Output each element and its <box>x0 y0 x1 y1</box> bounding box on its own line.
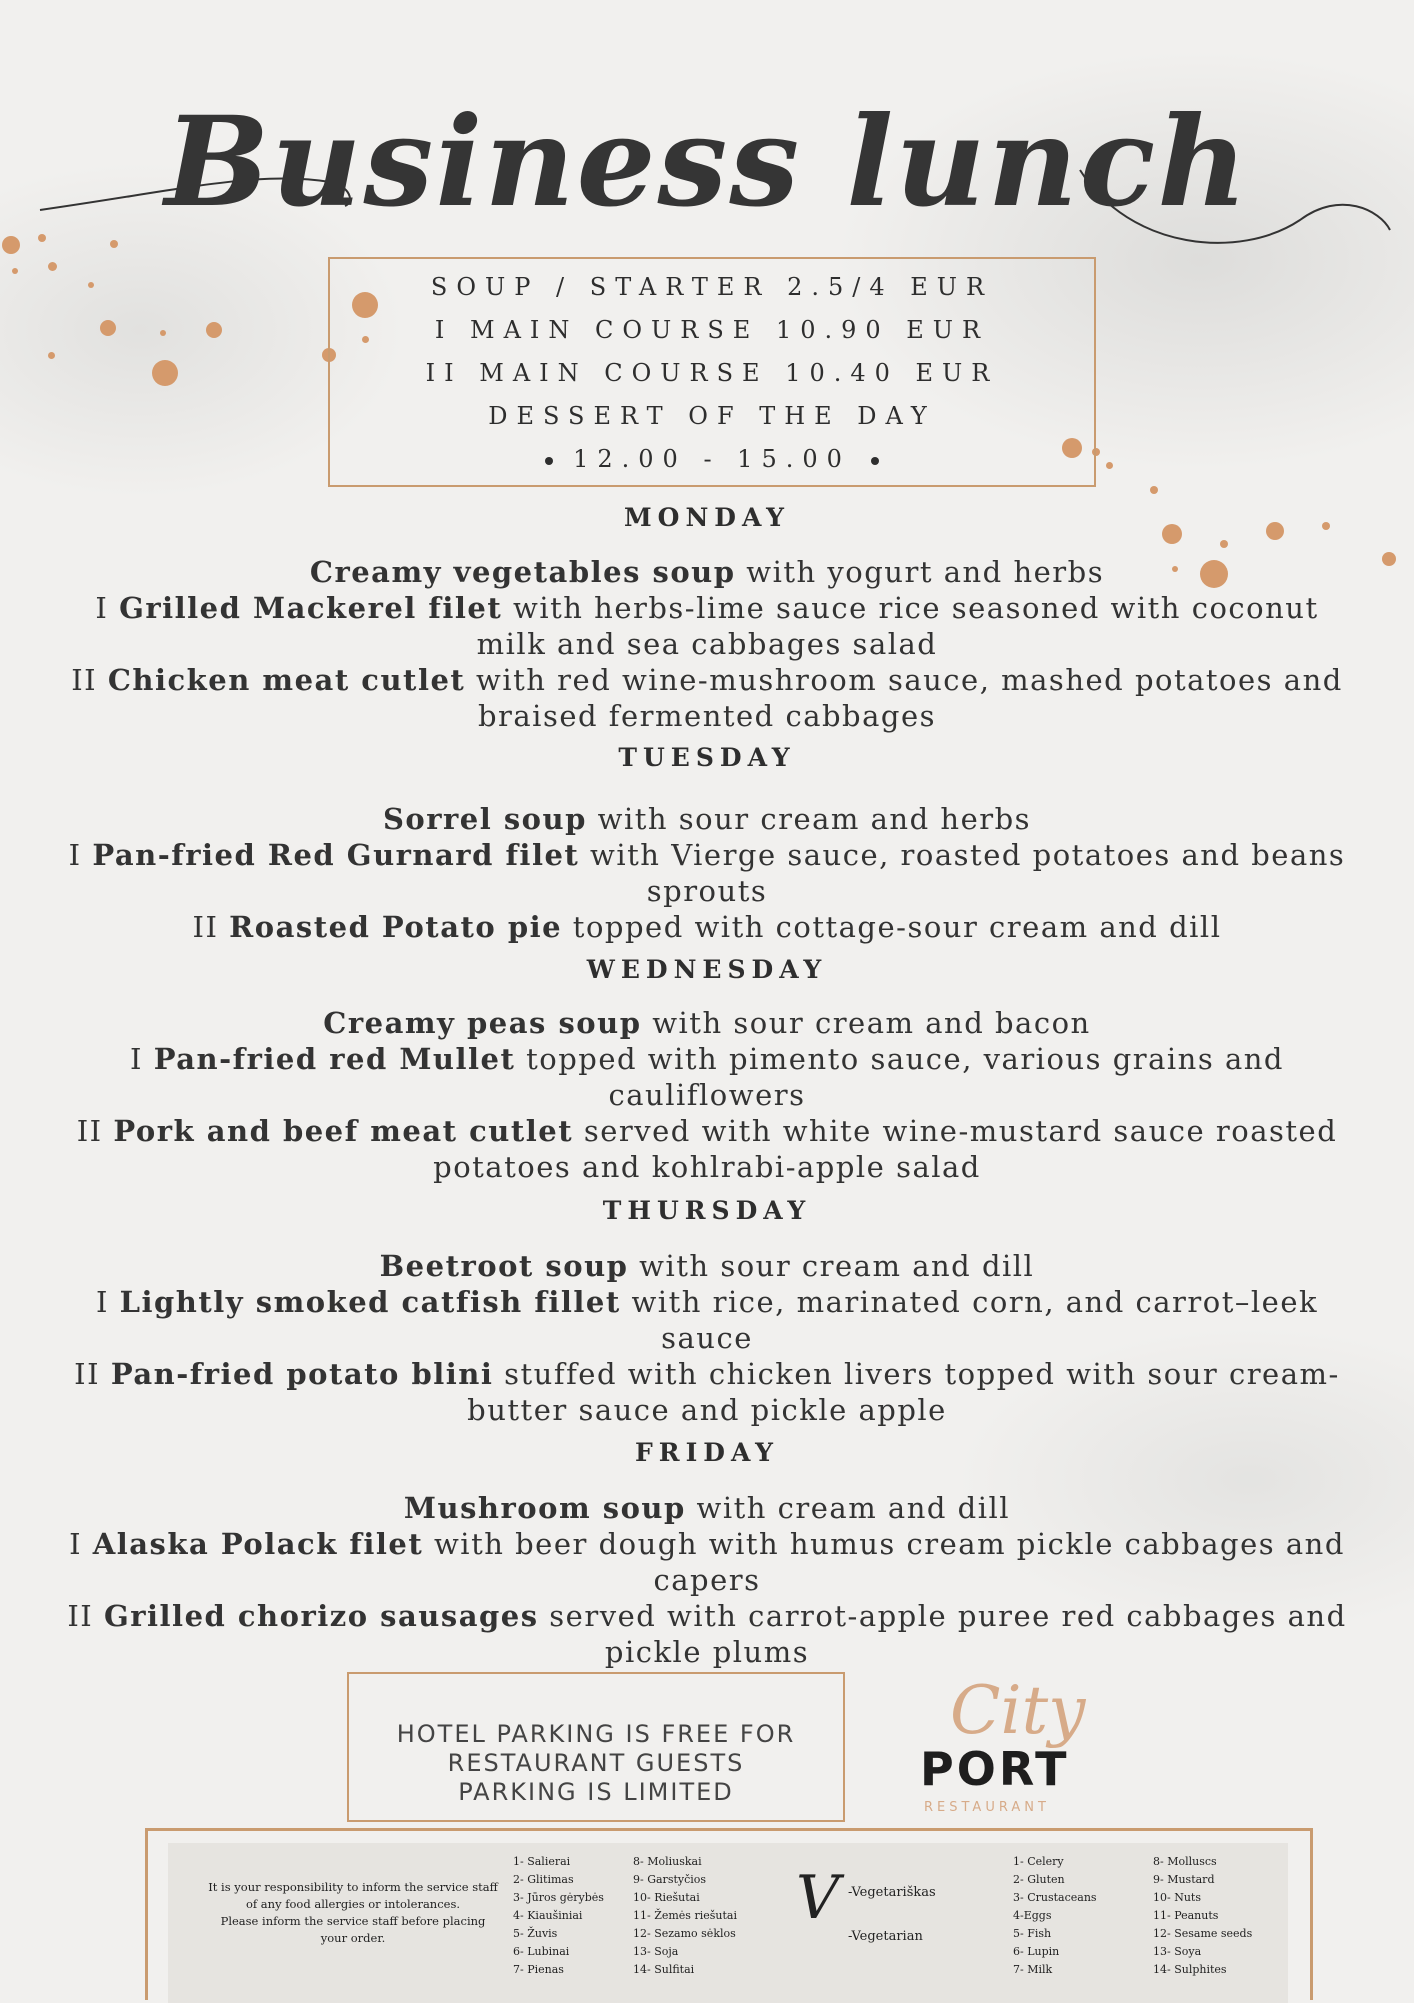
day-heading-friday: FRIDAY <box>635 1438 779 1467</box>
day-heading-tuesday: TUESDAY <box>618 743 796 772</box>
parking-line-2: RESTAURANT GUESTS <box>447 1749 745 1777</box>
logo-restaurant-text: RESTAURANT <box>924 1800 1050 1815</box>
dish-monday-main-1: I Grilled Mackerel filet with herbs-lime sauce rice seasoned with coconut milk and sea cabbages salad <box>95 591 1319 661</box>
dish-friday-soup: Mushroom soup with cream and dill <box>403 1491 1011 1525</box>
day-heading-monday: MONDAY <box>624 503 790 532</box>
title-area <box>0 70 1414 260</box>
dish-tuesday-main-2: II Roasted Potato pie topped with cottage-sour cream and dill <box>192 910 1222 944</box>
dish-wednesday-soup: Creamy peas soup with sour cream and bacon <box>323 1006 1091 1040</box>
day-heading-thursday: THURSDAY <box>602 1196 812 1225</box>
vegetarian-label-en: -Vegetarian <box>848 1929 923 1944</box>
allergen-list-en-1: 1- Celery 2- Gluten 3- Crustaceans 4-Eggs 5- Fish 6- Lupin 7- Milk <box>1013 1855 1097 1976</box>
dish-tuesday-soup: Sorrel soup with sour cream and herbs <box>382 802 1032 836</box>
parking-notice <box>347 1672 845 1822</box>
dish-monday-soup: Creamy vegetables soup with yogurt and herbs <box>309 555 1105 589</box>
bullet-icon <box>871 457 879 465</box>
dish-wednesday-main-1: I Pan-fried red Mullet topped with pimento sauce, various grains and cauliflowers <box>130 1042 1284 1112</box>
allergen-list-lt-1: 1- Salierai 2- Glitimas 3- Jūros gėrybės 4- Kiaušiniai 5- Žuvis 6- Lubinai 7- Pienas <box>513 1855 604 1976</box>
dish-friday-main-1: I Alaska Polack filet with beer dough with humus cream pickle cabbages and capers <box>69 1527 1345 1597</box>
dish-wednesday-main-2: II Pork and beef meat cutlet served with white wine-mustard sauce roasted potatoes and kohlrabi-apple salad <box>76 1114 1338 1184</box>
dish-tuesday-main-1: I Pan-fried Red Gurnard filet with Vierge sauce, roasted potatoes and beans sprouts <box>68 838 1346 908</box>
dish-friday-main-2: II Grilled chorizo sausages served with carrot-apple puree red cabbages and pickle plums <box>67 1599 1347 1669</box>
vegetarian-label-lt: -Vegetariškas <box>848 1885 936 1900</box>
price-soup-starter: SOUP / STARTER 2.5/4 EUR <box>430 273 994 301</box>
logo-city-script: City <box>950 1672 1086 1749</box>
page-title: Business lunch <box>164 90 1250 235</box>
price-box <box>328 257 1096 487</box>
price-main-course-1: I MAIN COURSE 10.90 EUR <box>434 316 990 344</box>
lunch-hours <box>330 445 1094 473</box>
price-main-course-2: II MAIN COURSE 10.40 EUR <box>425 359 999 387</box>
allergy-notice: It is your responsibility to inform the service staff of any food allergies or intolerances. Please inform the service staff before placing your order. <box>208 1880 498 1945</box>
allergen-list-lt-2: 8- Moliuskai 9- Garstyčios 10- Riešutai 11- Žemės riešutai 12- Sezamo sėklos 13- Soja 14- Sulfitai <box>633 1855 737 1976</box>
allergen-list-en-2: 8- Molluscs 9- Mustard 10- Nuts 11- Peanuts 12- Sesame seeds 13- Soya 14- Sulphites <box>1153 1855 1253 1976</box>
dish-thursday-main-1: I Lightly smoked catfish fillet with rice, marinated corn, and carrot–leek sauce <box>95 1285 1319 1355</box>
allergen-panel <box>168 1843 1288 2003</box>
parking-line-3: PARKING IS LIMITED <box>458 1778 734 1806</box>
vegetarian-icon: V <box>796 1863 840 1933</box>
logo-port-text: PORT <box>920 1742 1070 1796</box>
bullet-icon <box>545 457 553 465</box>
restaurant-logo <box>910 1672 1090 1822</box>
dish-thursday-main-2: II Pan-fried potato blini stuffed with chicken livers topped with sour cream-butter sauce and pickle apple <box>74 1357 1340 1427</box>
allergen-footer <box>145 1828 1313 2000</box>
hours-text: 12.00 - 15.00 <box>573 445 851 473</box>
parking-line-1: HOTEL PARKING IS FREE FOR <box>396 1720 796 1748</box>
price-dessert: DESSERT OF THE DAY <box>488 402 936 430</box>
dish-thursday-soup: Beetroot soup with sour cream and dill <box>379 1249 1035 1283</box>
day-heading-wednesday: WEDNESDAY <box>586 955 828 984</box>
dish-monday-main-2: II Chicken meat cutlet with red wine-mushroom sauce, mashed potatoes and braised fermented cabbages <box>71 663 1343 733</box>
